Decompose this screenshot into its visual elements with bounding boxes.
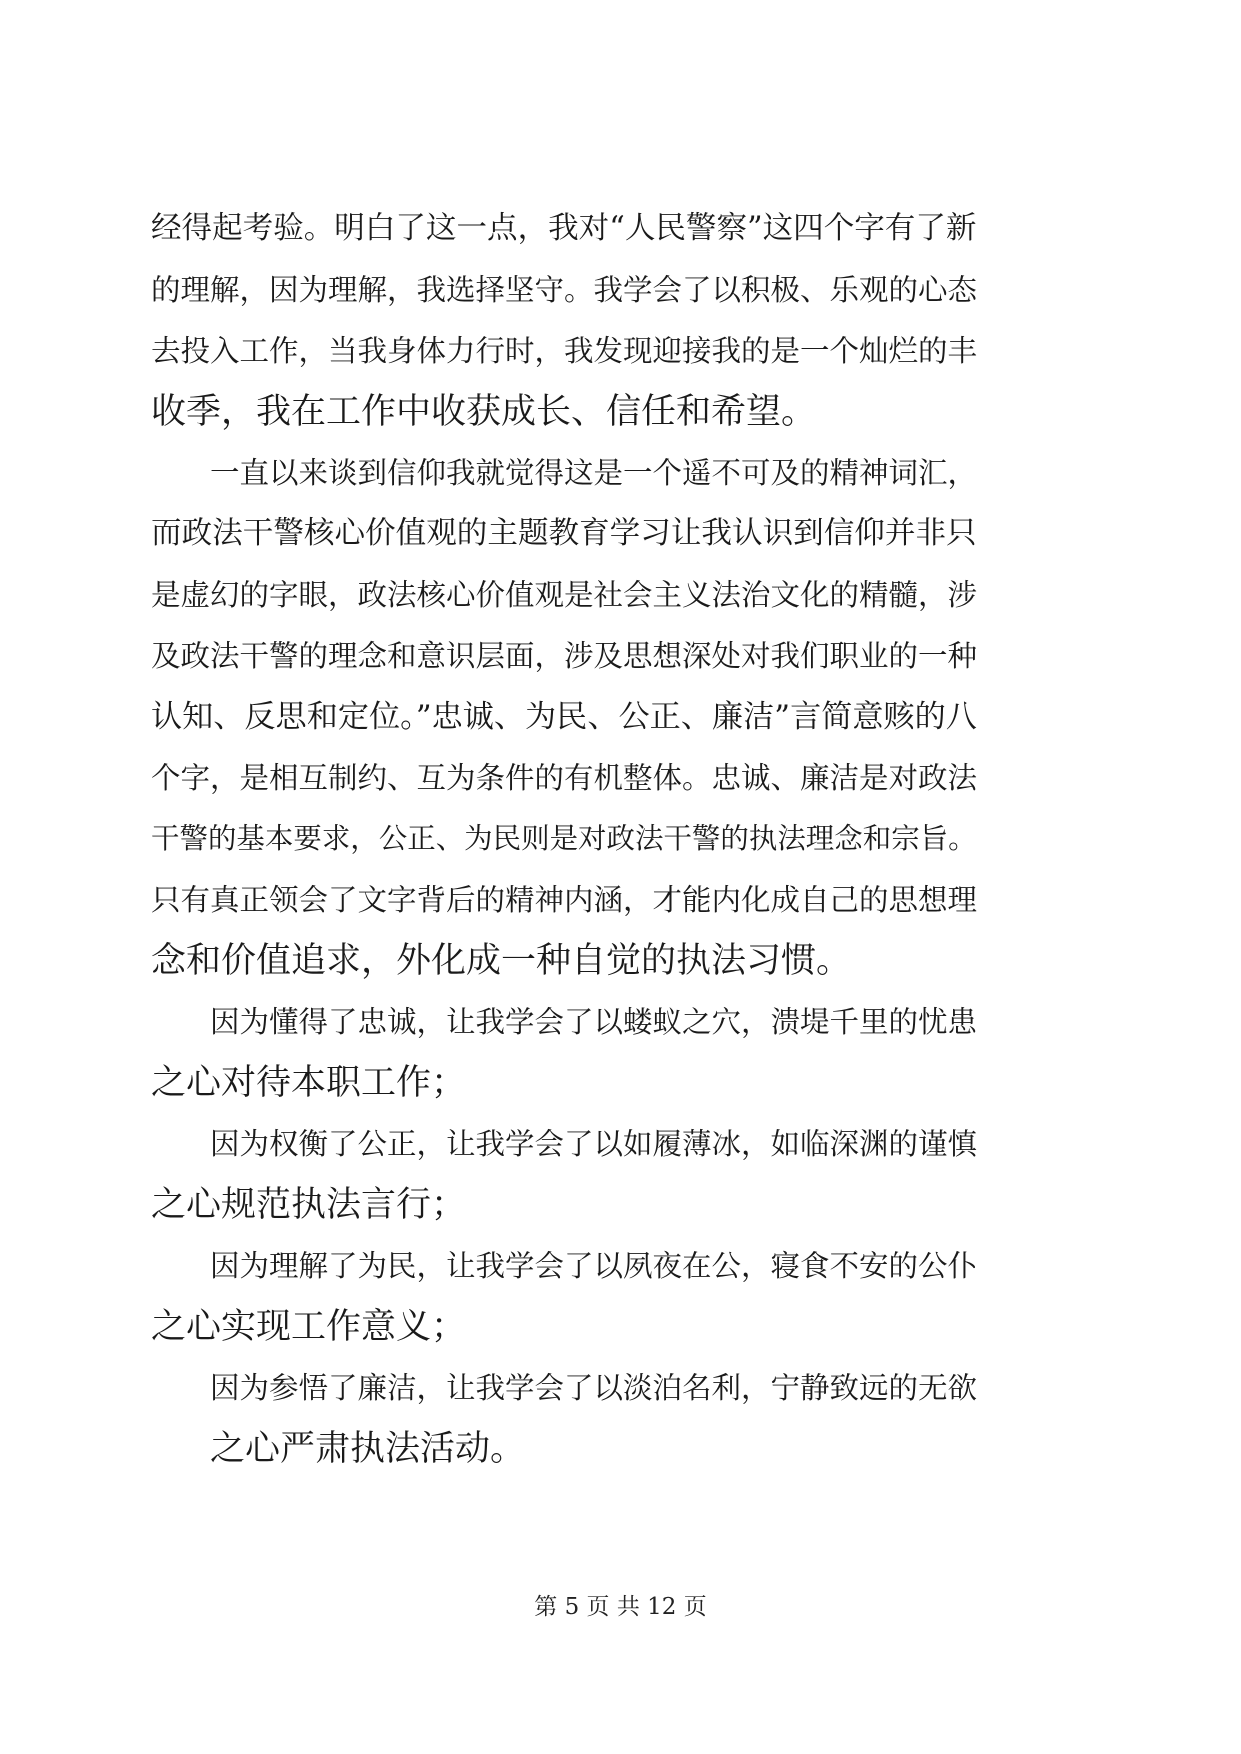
text-line-20: 因为参悟了廉洁，让我学会了以淡泊名利，宁静致远的无欲 — [210, 1371, 978, 1405]
text-line-19: 之心实现工作意义； — [151, 1307, 467, 1347]
text-line-7: 是虚幻的字眼，政法核心价值观是社会主义法治文化的精髓，涉 — [151, 578, 978, 612]
text-line-12: 只有真正领会了文字背后的精神内涵，才能内化成自己的思想理 — [151, 883, 978, 917]
text-line-21: 之心严肃执法活动。 — [210, 1429, 526, 1469]
text-line-18: 因为理解了为民，让我学会了以夙夜在公，寝食不安的公仆 — [210, 1249, 978, 1283]
text-line-6: 而政法干警核心价值观的主题教育学习让我认识到信仰并非只 — [151, 516, 977, 551]
text-line-9: 认知、反思和定位。”忠诚、为民、公正、廉洁”言简意赅的八 — [151, 699, 977, 735]
text-line-1: 经得起考验。明白了这一点，我对“人民警察”这四个字有了新 — [151, 211, 977, 246]
text-line-14: 因为懂得了忠诚，让我学会了以蝼蚁之穴，溃堤千里的忧患 — [210, 1005, 978, 1039]
text-line-13: 念和价值追求，外化成一种自觉的执法习惯。 — [151, 941, 852, 981]
text-line-11: 干警的基本要求，公正、为民则是对政法干警的执法理念和宗旨。 — [151, 822, 977, 855]
text-line-10: 个字，是相互制约、互为条件的有机整体。忠诚、廉洁是对政法 — [151, 761, 978, 795]
text-line-5: 一直以来谈到信仰我就觉得这是一个遥不可及的精神词汇， — [210, 456, 978, 490]
text-line-16: 因为权衡了公正，让我学会了以如履薄冰，如临深渊的谨慎 — [210, 1127, 978, 1161]
text-line-17: 之心规范执法言行； — [151, 1185, 467, 1225]
text-line-3: 去投入工作，当我身体力行时，我发现迎接我的是一个灿烂的丰 — [151, 334, 978, 368]
text-line-2: 的理解，因为理解，我选择坚守。我学会了以积极、乐观的心态 — [151, 273, 978, 307]
text-line-8: 及政法干警的理念和意识层面，涉及思想深处对我们职业的一种 — [151, 639, 978, 673]
text-line-4: 收季，我在工作中收获成长、信任和希望。 — [151, 392, 817, 432]
page-number-footer: 第 5 页 共 12 页 — [534, 1594, 707, 1620]
text-line-15: 之心对待本职工作； — [151, 1063, 467, 1103]
